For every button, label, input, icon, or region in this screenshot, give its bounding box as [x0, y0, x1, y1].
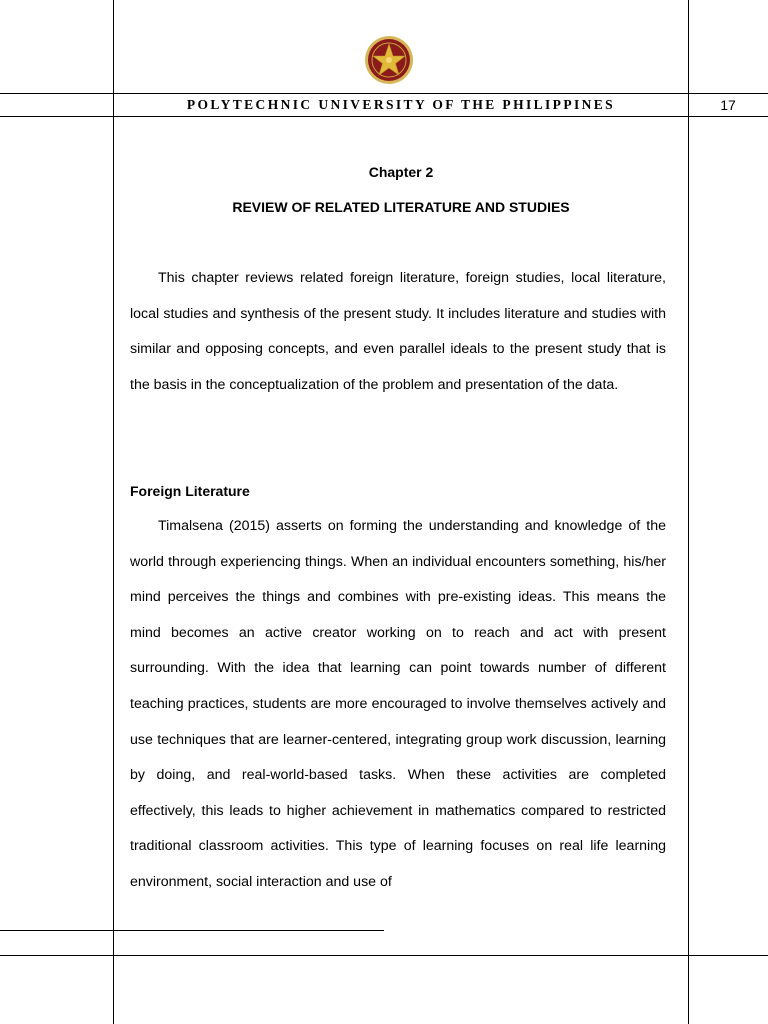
section-heading-foreign-literature: Foreign Literature — [130, 483, 250, 499]
left-margin-line — [113, 0, 114, 1024]
header-top-rule — [0, 93, 768, 94]
chapter-title: REVIEW OF RELATED LITERATURE AND STUDIES — [232, 199, 570, 215]
footer-top-rule — [0, 930, 384, 931]
university-name: POLYTECHNIC UNIVERSITY OF THE PHILIPPINES — [186, 97, 616, 112]
intro-paragraph: This chapter reviews related foreign literature, foreign studies, local literature, local studies and synthesis of the present study. It includes literature and studies with similar and opposing concepts, and even parallel ideals to the present study that is the basis in the conceptualization of the problem and presentation of the data. — [130, 270, 666, 393]
chapter-number: Chapter 2 — [368, 164, 434, 180]
page-number: 17 — [720, 97, 736, 113]
header-bottom-rule — [0, 116, 768, 117]
footer-bottom-rule — [0, 955, 768, 956]
foreign-literature-paragraph: Timalsena (2015) asserts on forming the understanding and knowledge of the world through experiencing things. When an individual encounters something, his/her mind perceives the things and combines with pre-existing ideas. This means the mind becomes an active creator working on to reach and act with present surrounding. With the idea that learning can point towards number of different teaching practices, students are more encouraged to involve themselves actively and use techniques that are learner-centered, integrating group work discussion, learning by doing, and real-world-based tasks. When these activities are completed effectively, this leads to higher achievement in mathematics compared to restricted traditional classroom activities. This type of learning focuses on real life learning environment, social interaction and use of — [130, 518, 666, 890]
university-seal-icon — [364, 35, 414, 85]
right-margin-line — [688, 0, 689, 1024]
